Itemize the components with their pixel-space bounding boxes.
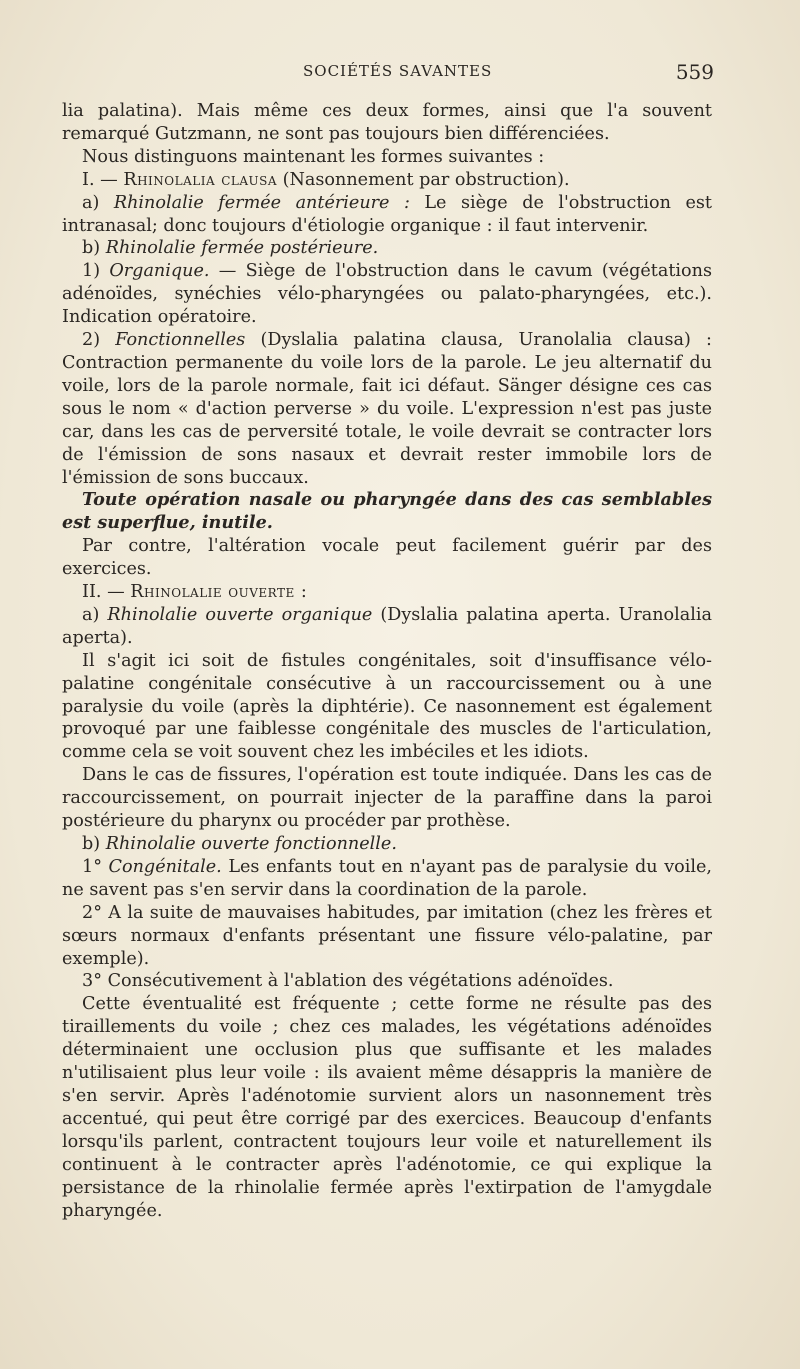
item-title: Congénitale. (108, 856, 222, 877)
section-number: II. — (82, 582, 131, 603)
item-text: — Siège de l'obstruction dans le cavum (végétations adénoïdes, synéchies vélo-pharyngées ou palato-pharyngées, etc.). Indication opératoire. (62, 261, 712, 328)
paragraph (62, 192, 712, 238)
running-title: SOCIÉTÉS SAVANTES (303, 62, 493, 80)
section-title: Rhinolalia clausa (123, 169, 278, 190)
item-label: b) (82, 834, 106, 854)
paragraph (62, 604, 712, 650)
item-text: Les enfants tout en n'ayant pas de paralysie du voile, ne savent pas s'en servir dans la coordination de la parole. (62, 856, 712, 900)
item-title: Organique. (109, 261, 210, 282)
item-title: Rhinolalie fermée postérieure. (105, 238, 379, 259)
item-text: Le siège de l'obstruction est intranasal; donc toujours d'étiologie organique : il faut intervenir. (62, 192, 712, 236)
paragraph (62, 833, 712, 856)
paragraph: 3° Consécutivement à l'ablation des végétations adénoïdes. (82, 971, 614, 992)
paragraph: Il s'agit ici soit de fistules congénitales, soit d'insuffisance vélo-palatine congénitale consécutive à un raccourcissement ou à une paralysie du voile (après la diphtérie). Ce nasonnement est également provoqué par une faiblesse congénitale des muscles de l'articulation, comme cela se voit souvent chez les imbéciles et les idiots. (62, 650, 712, 763)
paragraph (62, 856, 712, 902)
item-text: (Dyslalia palatina aperta. Uranolalia aperta). (62, 604, 712, 648)
section-title: Rhinolalie ouverte : (130, 582, 308, 603)
paragraph: Nous distinguons maintenant les formes suivantes : (82, 146, 545, 167)
paragraph (62, 237, 712, 260)
section-heading (62, 169, 712, 192)
item-label: 1) (82, 261, 110, 282)
item-text: (Dyslalia palatina clausa, Uranolalia clausa) : Contraction permanente du voile lors de la parole. Le jeu alternatif du voile, lors de la parole normale, fait ici défaut. Sänger désigne ces cas sous le nom « d'action perverse » du voile. L'expression n'est pas juste car, dans les cas de perversité totale, le voile devrait se contracter lors de l'émission de sons nasaux et devrait rester immobile lors de l'émission de sons buccaux. (62, 330, 712, 488)
item-label: 2) (82, 330, 116, 351)
item-title: Fonctionnelles (115, 330, 246, 351)
item-label: a) (82, 604, 108, 625)
paragraph: 2° A la suite de mauvaises habitudes, par imitation (chez les frères et sœurs normaux d'enfants présentant une fissure vélo-palatine, par exemple). (62, 902, 712, 969)
paragraph: lia palatina). Mais même ces deux formes, ainsi que l'a souvent remarqué Gutzmann, ne sont pas toujours bien différenciées. (62, 101, 712, 144)
paragraph: Dans le cas de fissures, l'opération est toute indiquée. Dans les cas de raccourcissement, on pourrait injecter de la paraffine dans la paroi postérieure du pharynx ou procéder par prothèse. (62, 765, 712, 832)
section-number: I. — (82, 169, 124, 190)
item-label: b) (82, 238, 106, 259)
item-title: Rhinolalie ouverte fonctionnelle. (105, 834, 397, 854)
section-subtitle: (Nasonnement par obstruction). (277, 169, 570, 190)
paragraph (62, 260, 712, 329)
section-heading (62, 581, 712, 604)
page-number: 559 (675, 60, 714, 84)
item-title: Rhinolalie ouverte organique (107, 604, 373, 625)
item-label: 1° (82, 856, 109, 877)
emphasized-paragraph: Toute opération nasale ou pharyngée dans des cas semblables est superflue, inutile. (62, 489, 712, 534)
item-title: Rhinolalie fermée antérieure : (113, 192, 410, 213)
paragraph: Par contre, l'altération vocale peut facilement guérir par des exercices. (62, 536, 712, 580)
body-text (62, 100, 712, 1222)
paragraph (62, 329, 712, 489)
paragraph: Cette éventualité est fréquente ; cette forme ne résulte pas des tiraillements du voile ; chez ces malades, les végétations adénoïdes déterminaient une occlusion plus que suffisante et les malades n'utilisaient plus leur voile : ils avaient même désappris la manière de s'en servir. Après l'adénotomie survient alors un nasonnement très accentué, qui peut être corrigé par des exercices. Beaucoup d'enfants lorsqu'ils parlent, contractent toujours leur voile et naturellement ils continuent à le contracter après l'adénotomie, ce qui explique la persistance de la rhinolalie fermée après l'extirpation de l'amygdale pharyngée. (62, 994, 712, 1221)
item-label: a) (82, 192, 114, 213)
